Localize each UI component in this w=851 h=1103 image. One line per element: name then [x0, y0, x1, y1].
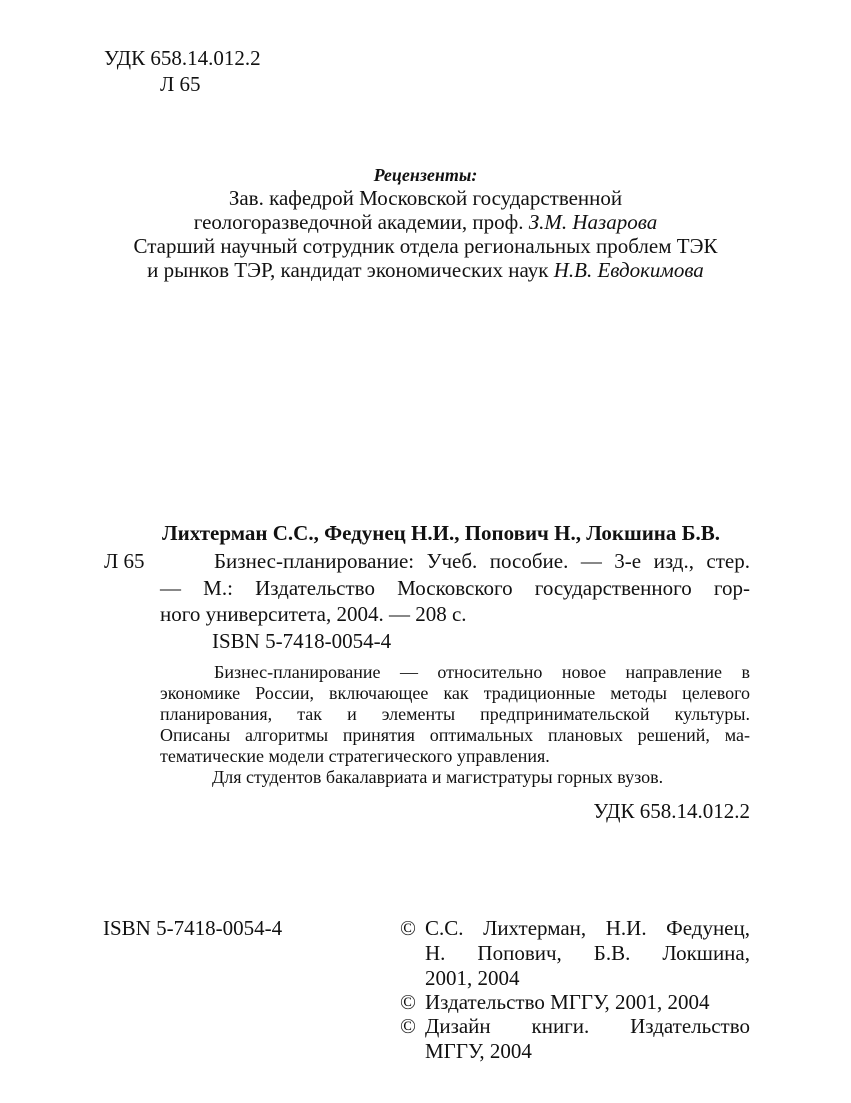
catalog-index: Л 65: [104, 549, 145, 573]
catalog-isbn: ISBN 5-7418-0054-4: [212, 629, 392, 653]
copyright-2: Издательство МГГУ, 2001, 2004: [425, 990, 710, 1014]
reviewer-name-2: Н.В. Евдокимова: [553, 258, 704, 282]
annotation-line-4: Описаны алгоритмы принятия оптимальных плановых решений, ма-: [160, 725, 750, 745]
catalog-title-line-1: Бизнес-планирование: Учеб. пособие. — 3-е изд., стер.: [214, 549, 750, 573]
annotation-line-5: тематические модели стратегического управления.: [160, 746, 550, 766]
reviewer-line-2-text: геологоразведочной академии, проф.: [193, 210, 524, 234]
copyright-symbol-1: ©: [400, 916, 416, 940]
annotation-line-3: планирования, так и элементы предпринимательской культуры.: [160, 704, 750, 724]
copyright-symbol-3: ©: [400, 1014, 416, 1038]
copyright-3-line-2: МГГУ, 2004: [425, 1039, 532, 1063]
reviewer-line-4-text: и рынков ТЭР, кандидат экономических наук: [147, 258, 549, 282]
annotation-line-2: экономике России, включающее как традиционные методы целевого: [160, 683, 750, 703]
reviewer-name-1: З.М. Назарова: [528, 210, 658, 234]
copyright-1-line-1: С.С. Лихтерман, Н.И. Федунец,: [425, 916, 750, 940]
udk-code-bottom: УДК 658.14.012.2: [593, 799, 750, 823]
library-index-top: Л 65: [160, 72, 201, 96]
reviewer-line-2: [0, 210, 851, 234]
annotation-line-6: Для студентов бакалавриата и магистратуры горных вузов.: [212, 767, 664, 787]
reviewers-heading: Рецензенты:: [373, 165, 478, 185]
copyright-1-line-2: Н. Попович, Б.В. Локшина,: [425, 941, 750, 965]
annotation-line-1: Бизнес-планирование — относительно новое направление в: [214, 662, 750, 682]
copyright-symbol-2: ©: [400, 990, 416, 1014]
isbn-bottom: ISBN 5-7418-0054-4: [103, 916, 283, 940]
reviewer-line-4: [0, 258, 851, 282]
copyright-3-line-1: Дизайн книги. Издательство: [425, 1014, 750, 1038]
udk-code-top: УДК 658.14.012.2: [104, 46, 261, 70]
catalog-title-line-3: ного университета, 2004. — 208 с.: [160, 602, 467, 626]
copyright-1-line-3: 2001, 2004: [425, 966, 520, 990]
catalog-title-line-2: — М.: Издательство Московского государственного гор-: [160, 576, 750, 600]
reviewer-line-3: Старший научный сотрудник отдела региональных проблем ТЭК: [133, 234, 718, 258]
catalog-authors: Лихтерман С.С., Федунец Н.И., Попович Н., Локшина Б.В.: [162, 521, 721, 545]
reviewer-line-1: Зав. кафедрой Московской государственной: [228, 186, 623, 210]
